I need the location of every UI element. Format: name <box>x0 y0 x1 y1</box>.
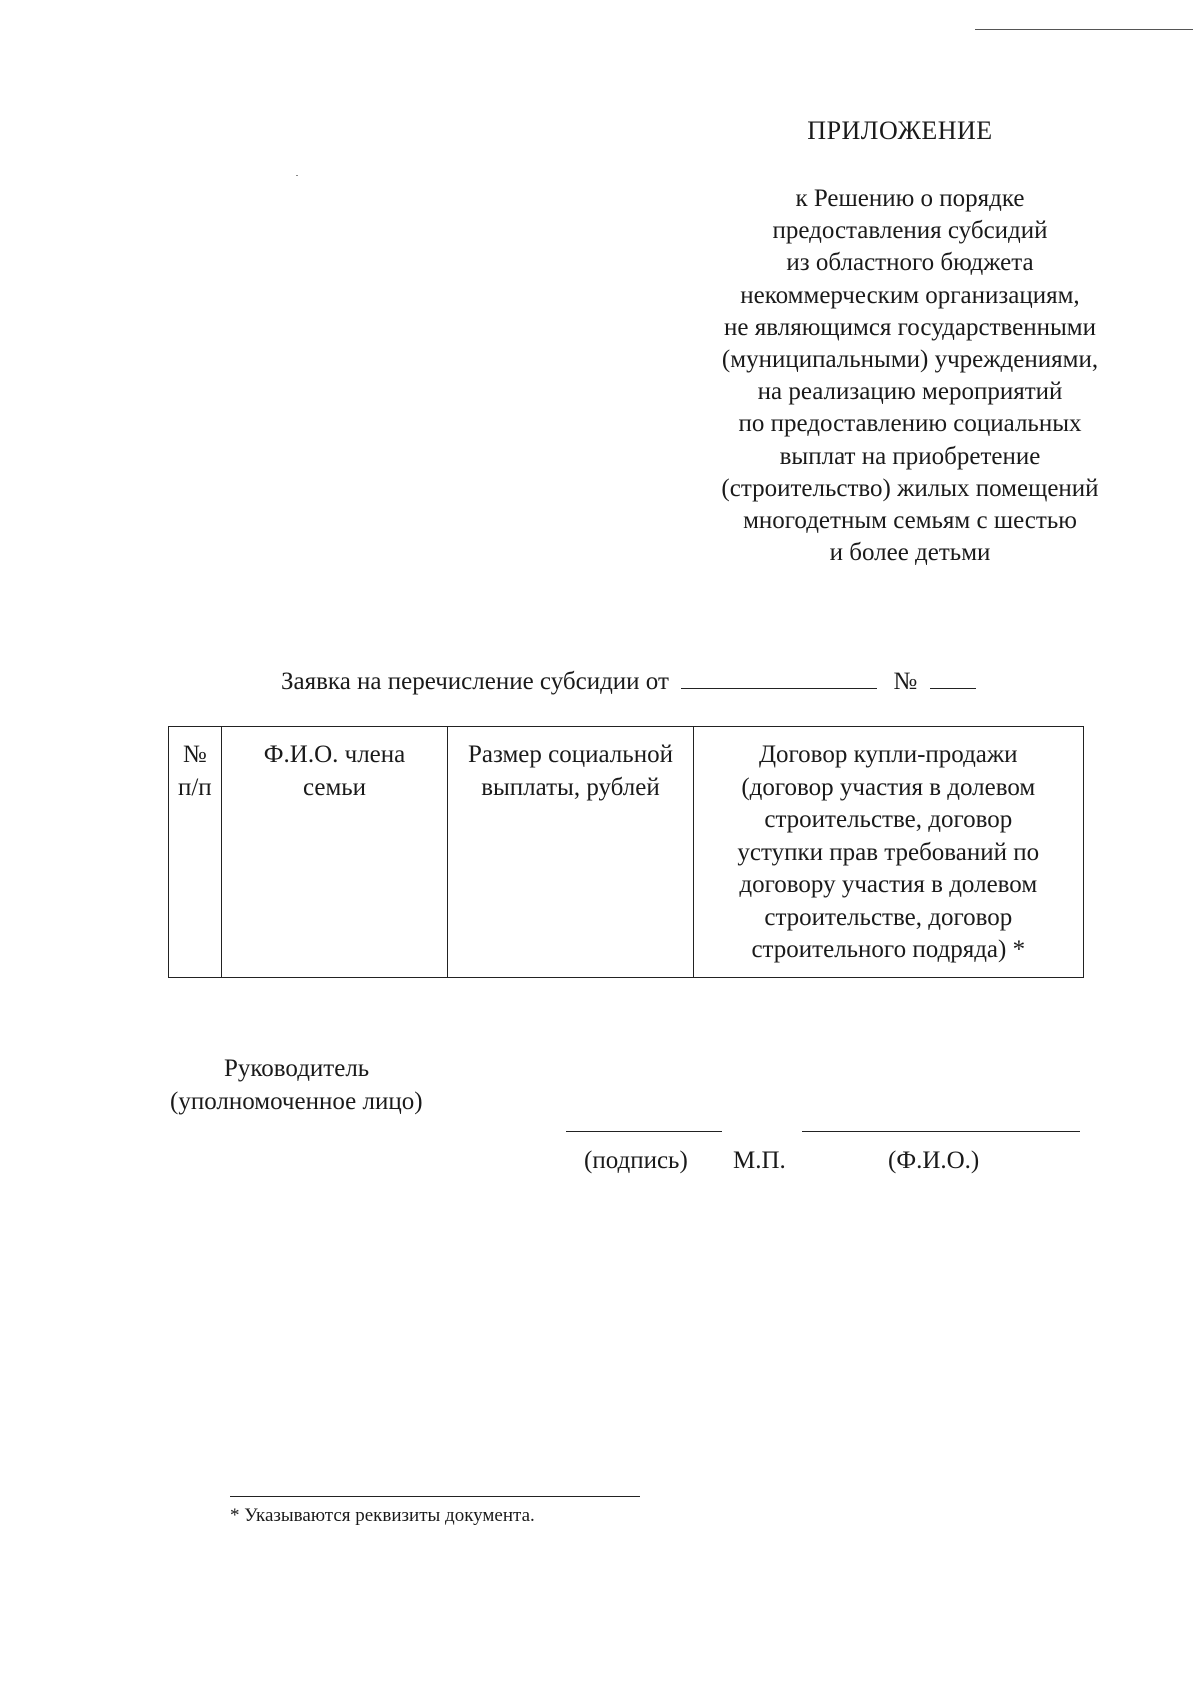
header-line: № <box>182 741 207 768</box>
date-blank-field[interactable] <box>681 664 877 689</box>
stamp-caption: М.П. <box>733 1147 786 1174</box>
signature-caption: (подпись) <box>584 1147 688 1174</box>
request-title <box>281 664 976 696</box>
header-cell-number <box>169 727 222 978</box>
subtitle-line: и более детьми <box>829 539 991 567</box>
full-name-caption: (Ф.И.О.) <box>888 1147 980 1174</box>
header-line: строительного подряда) * <box>751 936 1026 963</box>
manager-title: Руководитель <box>224 1055 370 1082</box>
scan-artifact-line <box>975 29 1193 30</box>
header-line: строительстве, договор <box>764 806 1013 833</box>
subtitle-line: многодетным семьям с шестью <box>743 507 1077 535</box>
header-line: строительстве, договор <box>764 903 1013 931</box>
subtitle-line: к Решению о порядке <box>795 185 1025 212</box>
footnote-divider <box>230 1496 640 1497</box>
signature-line[interactable] <box>566 1131 722 1132</box>
header-cell-full-name <box>221 727 448 978</box>
request-table <box>168 726 1084 978</box>
manager-label <box>170 1052 470 1118</box>
header-line: уступки прав требований по <box>737 838 1040 866</box>
header-line: Ф.И.О. члена <box>263 741 406 768</box>
header-line: Размер социальной <box>467 741 673 768</box>
number-sign: № <box>893 668 918 695</box>
subtitle-line: из областного бюджета <box>786 249 1034 277</box>
header-line: семьи <box>302 773 367 801</box>
scan-speck <box>296 175 298 176</box>
header-line: выплаты, рублей <box>481 773 660 801</box>
header-cell-contract <box>693 727 1083 978</box>
manager-subtitle: (уполномоченное лицо) <box>170 1088 423 1115</box>
request-title-text: Заявка на перечисление субсидии от <box>281 668 669 695</box>
header-cell-payment-amount <box>448 727 693 978</box>
subtitle-line: выплат на приобретение <box>779 442 1041 470</box>
subtitle-line: по предоставлению социальных <box>738 410 1082 438</box>
full-name-line[interactable] <box>802 1131 1080 1132</box>
subtitle-line: некоммерческим организациям, <box>740 281 1080 309</box>
table-header-row <box>169 727 1084 978</box>
appendix-title: ПРИЛОЖЕНИЕ <box>807 116 993 145</box>
appendix-subtitle <box>640 183 1180 569</box>
subtitle-line: не являющимся государственными <box>724 313 1096 341</box>
header-line: Договор купли-продажи <box>759 741 1018 768</box>
header-line: договору участия в долевом <box>739 871 1038 898</box>
subtitle-line: на реализацию мероприятий <box>757 378 1063 406</box>
subtitle-line: (муниципальными) учреждениями, <box>721 346 1099 374</box>
subtitle-line: (строительство) жилых помещений <box>721 474 1099 502</box>
header-line: п/п <box>177 773 212 801</box>
header-line: (договор участия в долевом <box>741 773 1036 801</box>
number-blank-field[interactable] <box>930 664 976 689</box>
subtitle-line: предоставления субсидий <box>772 217 1048 245</box>
footnote: * Указываются реквизиты документа. <box>230 1505 535 1526</box>
